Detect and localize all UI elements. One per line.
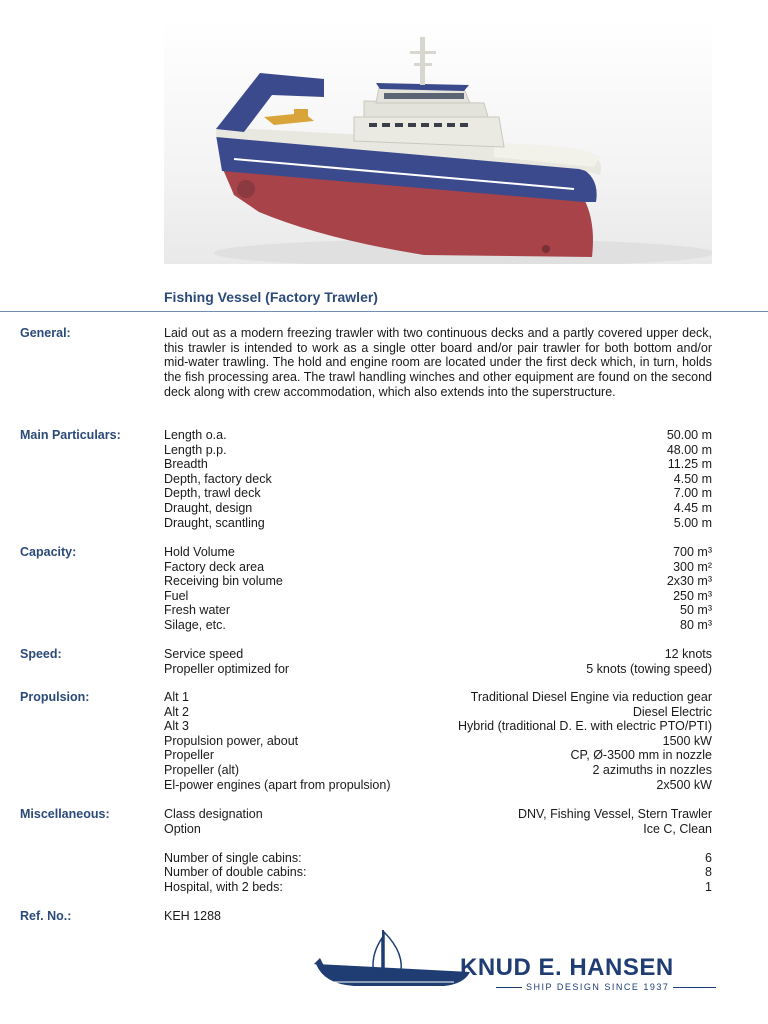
list-item: Alt 3 Hybrid (traditional D. E. with electric PTO/PTI): [164, 719, 712, 734]
list-item: Fresh water 50 m³: [164, 603, 712, 618]
ref-label: Ref. No.:: [20, 909, 72, 923]
list-item: Number of single cabins: 6: [164, 850, 712, 865]
trawler-illustration: [164, 17, 712, 264]
company-tagline: SHIP DESIGN SINCE 1937: [522, 982, 673, 992]
title-divider: [0, 311, 768, 312]
miscellaneous-label: Miscellaneous:: [20, 807, 110, 821]
list-item: Propeller (alt) 2 azimuths in nozzles: [164, 762, 712, 777]
speed-list: [164, 647, 712, 676]
list-item: Propeller optimized for 5 knots (towing speed): [164, 661, 712, 676]
list-item: Service speed 12 knots: [164, 647, 712, 661]
main-particulars-label: Main Particulars:: [20, 428, 121, 442]
list-item: Factory deck area 300 m²: [164, 559, 712, 574]
list-item: Length o.a. 50.00 m: [164, 428, 712, 442]
list-item: Alt 2 Diesel Electric: [164, 704, 712, 719]
list-item: Propulsion power, about 1500 kW: [164, 733, 712, 748]
propulsion-label: Propulsion:: [20, 690, 90, 704]
list-item: Depth, trawl deck 7.00 m: [164, 486, 712, 501]
list-item: Breadth 11.25 m: [164, 457, 712, 472]
page-title: Fishing Vessel (Factory Trawler): [164, 289, 378, 305]
list-item: Hold Volume 700 m³: [164, 545, 712, 559]
list-item: Fuel 250 m³: [164, 588, 712, 603]
list-item: Receiving bin volume 2x30 m³: [164, 574, 712, 589]
propulsion-list: [164, 690, 712, 792]
list-item: Number of double cabins: 8: [164, 865, 712, 880]
main-particulars-list: [164, 428, 712, 530]
list-item: Hospital, with 2 beds: 1: [164, 879, 712, 894]
list-item: Depth, factory deck 4.50 m: [164, 471, 712, 486]
list-item: Class designation DNV, Fishing Vessel, Stern Trawler: [164, 807, 712, 821]
company-logo: [314, 924, 718, 994]
list-item: Option Ice C, Clean: [164, 821, 712, 836]
list-item: Silage, etc. 80 m³: [164, 617, 712, 632]
list-item: Propeller CP, Ø-3500 mm in nozzle: [164, 748, 712, 763]
company-name: KNUD E. HANSEN: [460, 954, 674, 981]
list-item: Draught, scantling 5.00 m: [164, 515, 712, 530]
miscellaneous-list: [164, 807, 712, 895]
capacity-label: Capacity:: [20, 545, 77, 559]
spacer: [164, 836, 712, 851]
list-item: Length p.p. 48.00 m: [164, 442, 712, 457]
vessel-rendering: [164, 17, 712, 264]
list-item: Alt 1 Traditional Diesel Engine via reduction gear: [164, 690, 712, 704]
ref-number: KEH 1288: [164, 909, 221, 923]
list-item: Draught, design 4.45 m: [164, 500, 712, 515]
list-item: El-power engines (apart from propulsion) 2x500 kW: [164, 777, 712, 792]
speed-label: Speed:: [20, 647, 62, 661]
general-label: General:: [20, 326, 71, 340]
general-description: Laid out as a modern freezing trawler with two continuous decks and a partly covered upper deck, this trawler is intended to work as a single otter board and/or pair trawler for both bottom and/or mid-water trawling. The hold and engine room are located under the first deck which, in turn, holds the fish processing area. The trawl handling winches and other equipment are found on the second deck along with crew accommodation, which also extends into the superstructure.: [164, 326, 712, 399]
capacity-list: [164, 545, 712, 633]
